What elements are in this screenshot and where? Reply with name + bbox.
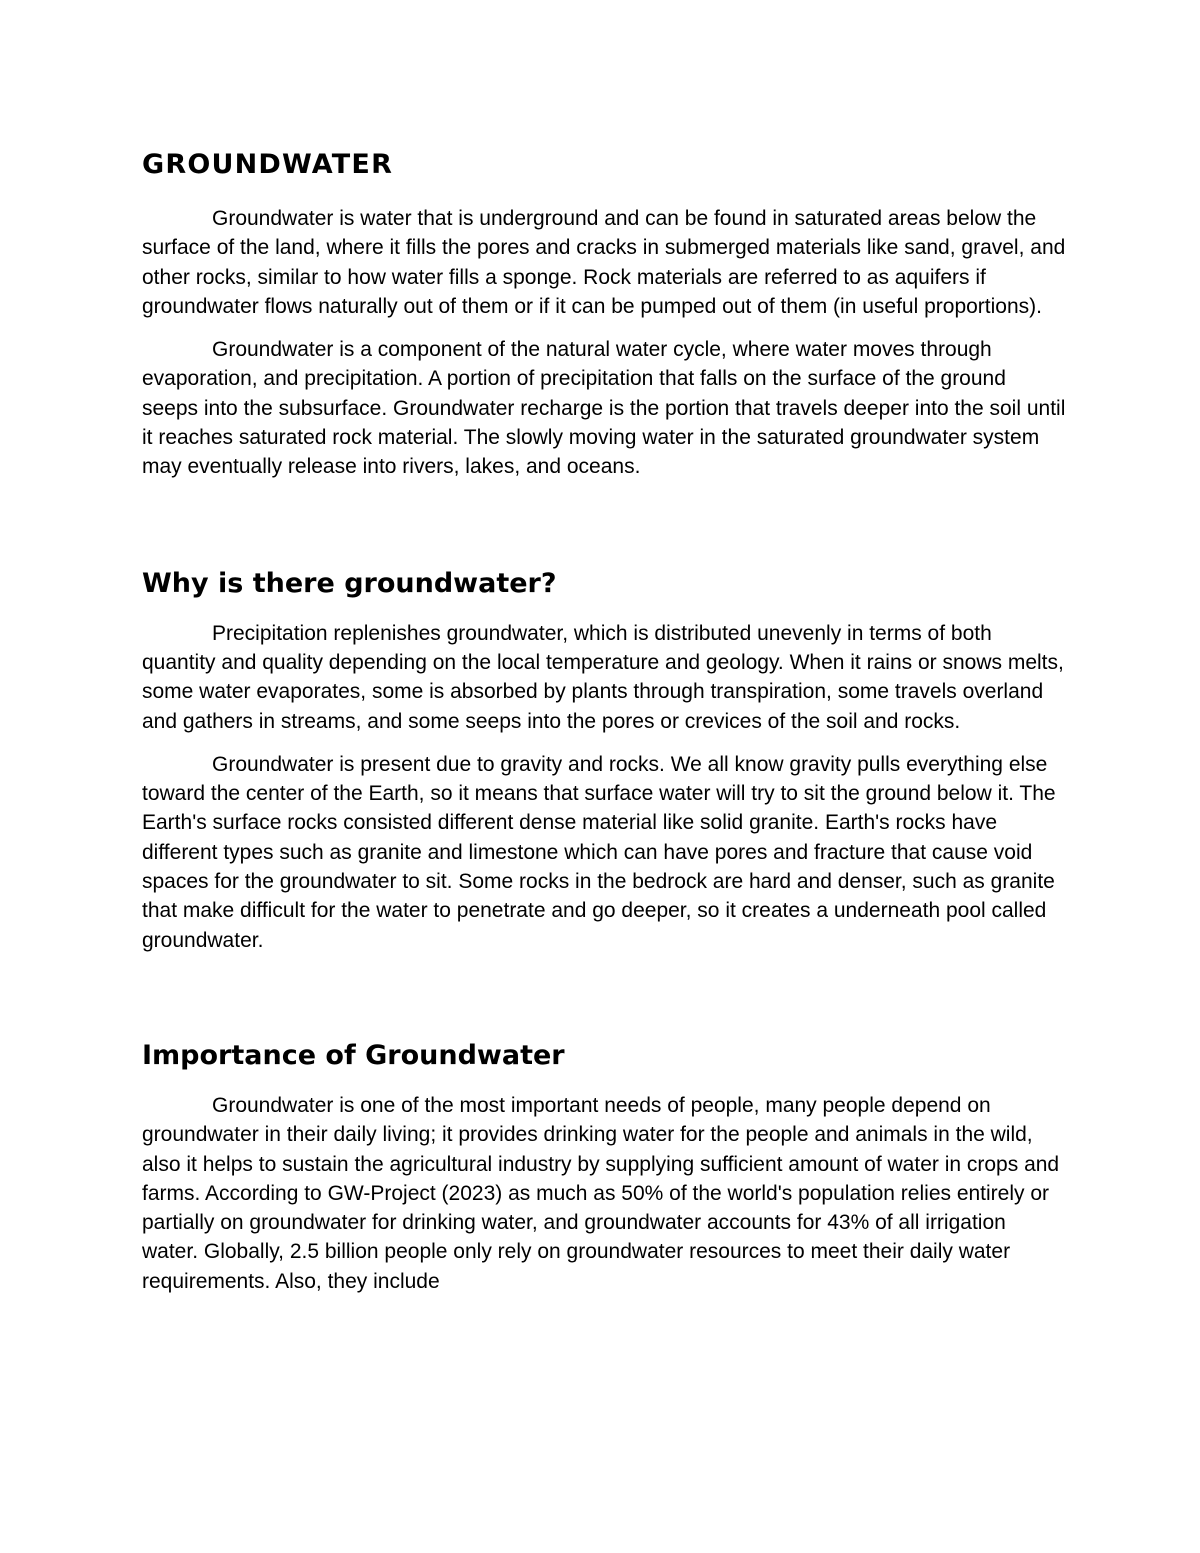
why-paragraph-2: Groundwater is present due to gravity and rocks. We all know gravity pulls everything else toward the center of the Earth, so it means that surface water will try to sit the ground below it. The Earth's surface rocks consisted different dense material like solid granite. Earth's rocks have different types such as granite and limestone which can have pores and fracture that cause void spaces for the groundwater to sit. Some rocks in the bedrock are hard and denser, such as granite that make difficult for the water to penetrate and go deeper, so it creates a underneath pool called groundwater. [142, 752, 1056, 952]
section-spacer [142, 496, 1067, 567]
heading-spacer [142, 1073, 1067, 1091]
section-heading-why: Why is there groundwater? [142, 567, 557, 599]
heading-spacer [142, 601, 1067, 619]
document-title: GROUNDWATER [142, 149, 394, 180]
why-paragraph-1: Precipitation replenishes groundwater, which is distributed unevenly in terms of both quantity and quality depending on the local temperature and geology. When it rains or snows melts, some water evaporates, some is absorbed by plants through transpiration, some travels overland and gathers in streams, and some seeps into the pores or crevices of the soil and rocks. [142, 621, 1064, 733]
intro-paragraph-2: Groundwater is a component of the natural water cycle, where water moves through evaporation, and precipitation. A portion of precipitation that falls on the surface of the ground seeps into the subsurface. Groundwater recharge is the portion that travels deeper into the soil until it reaches saturated rock material. The slowly moving water in the saturated groundwater system may eventually release into rivers, lakes, and oceans. [142, 338, 1066, 479]
section-spacer [142, 969, 1067, 1039]
section-heading-importance: Importance of Groundwater [142, 1039, 565, 1071]
intro-paragraph-1: Groundwater is water that is underground and can be found in saturated areas below the surface of the land, where it fills the pores and cracks in submerged materials like sand, gravel, and other rocks, similar to how water fills a sponge. Rock materials are referred to as aquifers if groundwater flows naturally out of them or if it can be pumped out of them (in useful proportions). [142, 207, 1066, 318]
document-body [142, 148, 1067, 1310]
importance-paragraph-1: Groundwater is one of the most important needs of people, many people depend on groundwater in their daily living; it provides drinking water for the people and animals in the wild, also it helps to sustain the agricultural industry by supplying sufficient amount of water in crops and farms. According to GW-Project (2023) as much as 50% of the world's population relies entirely or partially on groundwater for drinking water, and groundwater accounts for 43% of all irrigation water. Globally, 2.5 billion people only rely on groundwater resources to meet their daily water requirements. Also, they include [142, 1093, 1060, 1293]
